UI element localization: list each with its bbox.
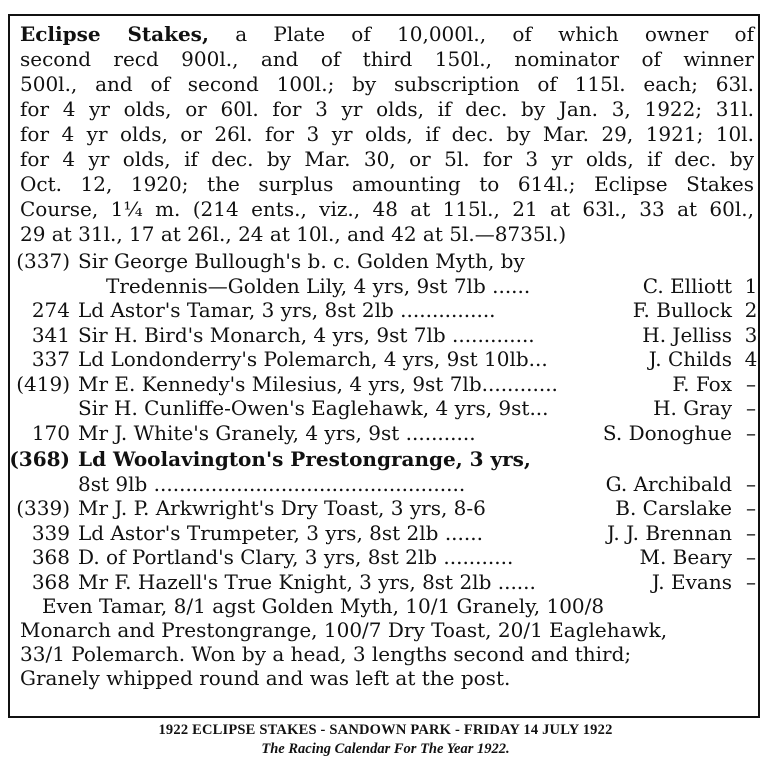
runner-jockey: B. Carslake: [615, 496, 732, 520]
runner-number: (339): [16, 496, 70, 520]
runner-description: Ld Woolavington's Prestongrange, 3 yrs,: [78, 447, 531, 471]
runner-jockey: J. Childs: [648, 347, 732, 371]
race-title: Eclipse Stakes,: [20, 22, 209, 46]
conditions-line-6: for 4 yr olds, if dec. by Mar. 30, or 5l. for 3 yr olds, if dec. by: [20, 147, 754, 171]
runner-description: Sir H. Cunliffe-Owen's Eaglehawk, 4 yrs, 9st...: [78, 396, 549, 420]
conditions-line-8: Course, 1¼ m. (214 ents., viz., 48 at 115l., 21 at 63l., 33 at 60l.,: [20, 197, 754, 221]
runner-place: 1: [744, 273, 758, 298]
runner-number: 368: [31, 545, 70, 569]
betting-line: Monarch and Prestongrange, 100/7 Dry Toast, 20/1 Eaglehawk,: [20, 618, 668, 642]
conditions-line-7: Oct. 12, 1920; the surplus amounting to 614l.; Eclipse Stakes: [20, 172, 754, 196]
runner-place: –: [746, 471, 756, 496]
caption-source: The Racing Calendar For The Year 1922.: [261, 741, 510, 757]
conditions-line-1: [20, 22, 754, 47]
runner-row: [20, 545, 754, 570]
runner-jockey: S. Donoghue: [602, 420, 732, 445]
runner-row: [20, 472, 754, 497]
runner-row: [9, 447, 754, 472]
conditions-line-5: for 4 yr olds, or 26l. for 3 yr olds, if dec. by Mar. 29, 1921; 10l.: [20, 122, 754, 146]
runner-number: 274: [31, 298, 70, 322]
runner-jockey: F. Fox: [672, 371, 732, 396]
runner-row: [20, 322, 758, 348]
runner-jockey: F. Bullock: [632, 298, 732, 322]
runner-place: –: [746, 420, 756, 445]
runner-place: –: [746, 396, 756, 420]
runner-description: Mr J. White's Granely, 4 yrs, 9st ...........: [78, 420, 476, 445]
betting-line: Even Tamar, 8/1 agst Golden Myth, 10/1 Granely, 100/8: [42, 594, 605, 618]
runner-description: Ld Astor's Trumpeter, 3 yrs, 8st 2lb ......: [78, 520, 483, 545]
runner-place: 2: [744, 298, 758, 322]
runner-description: 8st 9lb .................................................: [78, 471, 466, 496]
conditions-line-3: 500l., and of second 100l.; by subscription of 115l. each; 63l.: [20, 72, 754, 96]
runner-description: Sir H. Bird's Monarch, 4 yrs, 9st 7lb .............: [78, 322, 535, 347]
runner-number: 341: [31, 322, 70, 347]
runner-place: –: [746, 545, 756, 569]
runner-number: 170: [31, 420, 70, 445]
runner-number: (419): [16, 371, 70, 396]
runner-description: Ld Astor's Tamar, 3 yrs, 8st 2lb ...............: [78, 298, 496, 322]
runner-jockey: J. J. Brennan: [606, 520, 732, 545]
runner-jockey: M. Beary: [639, 545, 732, 569]
runner-jockey: H. Jelliss: [642, 322, 732, 347]
runner-place: –: [746, 520, 756, 545]
runner-row: [16, 249, 754, 274]
runner-place: –: [746, 496, 756, 520]
runner-number: 368: [31, 569, 70, 594]
runner-place: –: [746, 569, 756, 594]
race-record-frame: [8, 14, 760, 718]
runner-row: [20, 347, 758, 372]
runner-jockey: C. Elliott: [642, 273, 732, 298]
betting-line: 33/1 Polemarch. Won by a head, 3 lengths second and third;: [20, 642, 632, 666]
runner-number: 337: [31, 347, 70, 371]
conditions-line-2: second recd 900l., and of third 150l., nominator of winner: [20, 47, 754, 71]
conditions-line-9: 29 at 31l., 17 at 26l., 24 at 10l., and 42 at 5l.—8735l.): [20, 222, 567, 246]
conditions-text: a Plate of 10,000l., of which owner of: [208, 22, 754, 46]
runner-description: D. of Portland's Clary, 3 yrs, 8st 2lb ...........: [78, 545, 514, 569]
runner-place: –: [746, 371, 756, 396]
runner-jockey: G. Archibald: [605, 471, 732, 496]
runner-row: [16, 371, 756, 397]
runner-description: Mr J. P. Arkwright's Dry Toast, 3 yrs, 8-6: [78, 496, 486, 520]
runner-place: 4: [744, 347, 758, 371]
conditions-line-4: for 4 yr olds, or 60l. for 3 yr olds, if dec. by Jan. 3, 1922; 31l.: [20, 97, 754, 121]
runner-row: [20, 273, 758, 299]
runner-description: Mr E. Kennedy's Milesius, 4 yrs, 9st 7lb............: [78, 371, 558, 396]
runner-number: (368): [9, 447, 70, 471]
runner-description: Tredennis—Golden Lily, 4 yrs, 9st 7lb ......: [106, 273, 531, 298]
runner-jockey: J. Evans: [651, 569, 732, 594]
runner-row: [16, 496, 756, 521]
runner-place: 3: [744, 322, 758, 347]
runner-description: Mr F. Hazell's True Knight, 3 yrs, 8st 2lb ......: [78, 569, 536, 594]
caption-title: 1922 ECLIPSE STAKES - SANDOWN PARK - FRIDAY 14 JULY 1922: [158, 722, 613, 738]
runner-row: [20, 298, 758, 323]
runner-jockey: H. Gray: [653, 396, 732, 420]
runner-number: 339: [31, 520, 70, 545]
runner-row: [20, 396, 754, 421]
runner-number: (337): [16, 249, 70, 273]
runner-description: Sir George Bullough's b. c. Golden Myth, by: [78, 249, 525, 273]
runners-list: [9, 249, 758, 594]
race-record: [9, 22, 758, 690]
runner-row: [20, 570, 754, 595]
betting-line: Granely whipped round and was left at the post.: [20, 666, 511, 690]
runner-description: Ld Londonderry's Polemarch, 4 yrs, 9st 10lb...: [78, 347, 548, 371]
runner-row: [20, 521, 754, 546]
betting-paragraph: [20, 594, 754, 690]
runner-row: [20, 421, 754, 446]
